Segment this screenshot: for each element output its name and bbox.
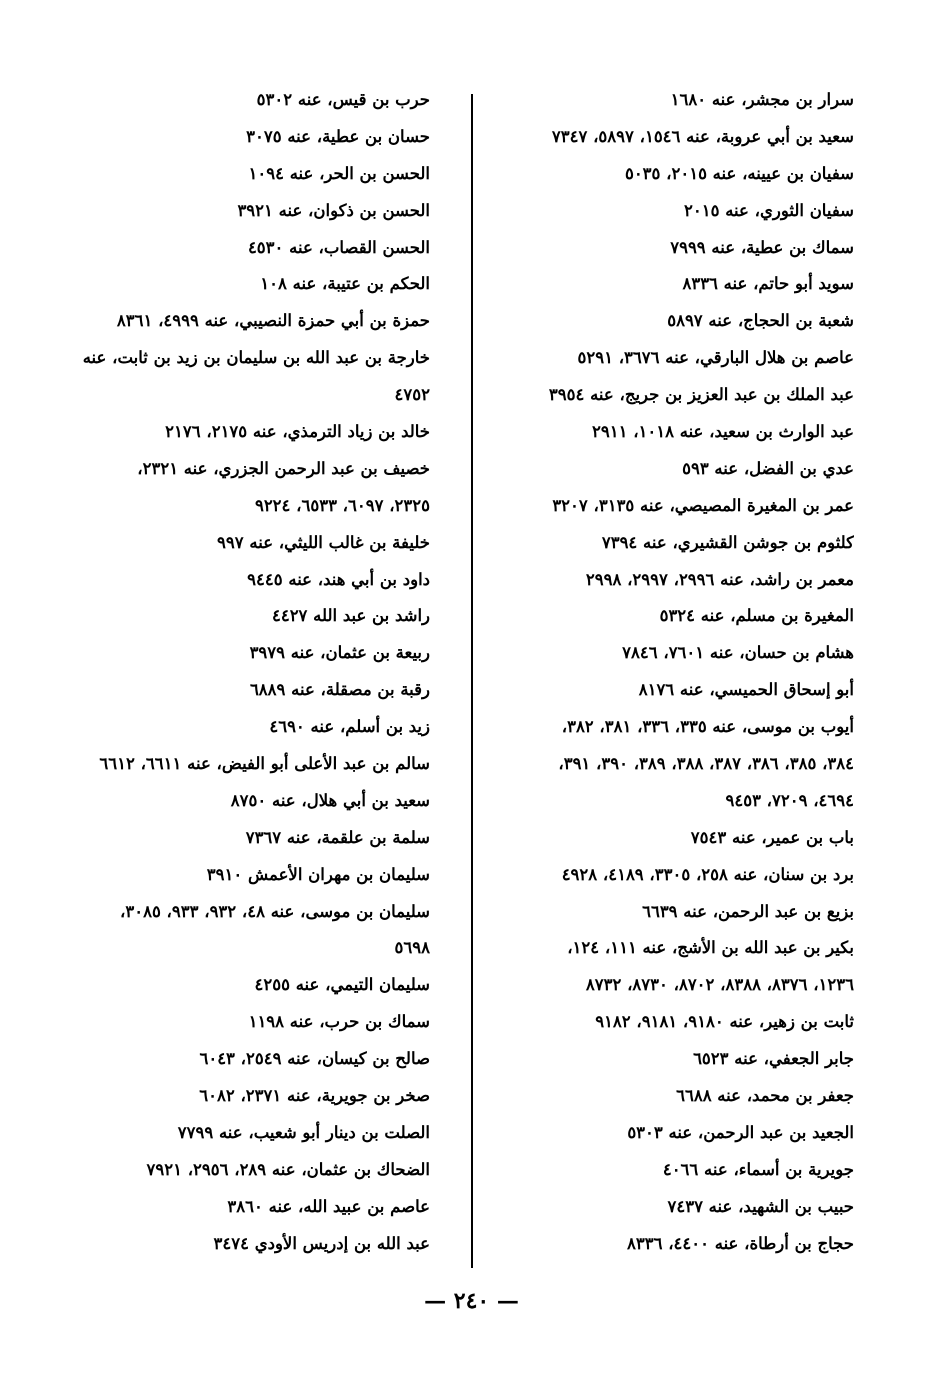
index-entry-line: حرب بن قيس، عنه ٥٣٠٢ xyxy=(256,90,430,109)
index-entry-line: ٤٧٥٢ xyxy=(394,385,430,405)
left-index-column xyxy=(30,82,430,1277)
index-entry-line: برد بن سنان، عنه ٢٥٨، ٣٣٠٥، ٤١٨٩، ٤٩٢٨ xyxy=(561,864,854,884)
index-entry-line: حبيب بن الشهيد، عنه ٧٤٣٧ xyxy=(667,1196,854,1216)
index-entry-line: سليمان بن موسى، عنه ٤٨، ٩٣٢، ٩٣٣، ٣٠٨٥، xyxy=(120,901,430,921)
index-entry-line: صخر بن جويرية، عنه ٢٣٧١، ٦٠٨٢ xyxy=(199,1086,430,1106)
index-entry-line: سماك بن عطية، عنه ٧٩٩٩ xyxy=(670,237,854,257)
index-entry-line: حمزة بن أبي حمزة النصيبي، عنه ٤٩٩٩، ٨٣٦١ xyxy=(116,311,430,331)
index-entry-line: بكير بن عبد الله بن الأشج، عنه ١١١، ١٢٤، xyxy=(567,938,854,958)
index-entry-line: حجاج بن أرطاة، عنه ٤٤٠٠، ٨٣٣٦ xyxy=(627,1233,854,1253)
index-entry-line: ٢٣٢٥، ٦٠٩٧، ٦٥٣٣، ٩٢٢٤ xyxy=(254,495,430,515)
index-entry-line: خالد بن زياد الترمذي، عنه ٢١٧٥، ٢١٧٦ xyxy=(165,422,430,442)
index-entry-line: أبو إسحاق الحميسي، عنه ٨١٧٦ xyxy=(638,680,854,700)
index-entry-line: سفيان الثوري، عنه ٢٠١٥ xyxy=(684,200,854,220)
index-entry-line: الصلت بن دينار أبو شعيب، عنه ٧٧٩٩ xyxy=(177,1122,430,1142)
index-entry-line: سليمان بن مهران الأعمش ٣٩١٠ xyxy=(206,864,430,884)
index-entry-line: خصيف بن عبد الرحمن الجزري، عنه ٢٣٢١، xyxy=(137,458,430,478)
index-entry-line: عبد الله بن إدريس الأودي ٣٤٧٤ xyxy=(213,1233,430,1253)
index-entry-line: سويد أبو حاتم، عنه ٨٣٣٦ xyxy=(682,274,854,294)
index-entry-line: الجعيد بن عبد الرحمن، عنه ٥٣٠٣ xyxy=(627,1122,854,1142)
index-entry-line: رقبة بن مصقلة، عنه ٦٨٨٩ xyxy=(249,680,430,700)
index-entry-line: شعبة بن الحجاج، عنه ٥٨٩٧ xyxy=(667,311,854,331)
index-entry-line: سعيد بن أبي هلال، عنه ٨٧٥٠ xyxy=(230,790,430,810)
index-entry-line: سعيد بن أبي عروبة، عنه ١٥٤٦، ٥٨٩٧، ٧٣٤٧ xyxy=(551,126,854,146)
index-entry-line: باب بن عمير، عنه ٧٥٤٣ xyxy=(690,827,854,847)
index-entry-line: ثابت بن زهير، عنه ٩١٨٠، ٩١٨١، ٩١٨٢ xyxy=(595,1012,854,1032)
index-entry-line: معمر بن راشد، عنه ٢٩٩٦، ٢٩٩٧، ٢٩٩٨ xyxy=(585,569,854,589)
index-entry-line: سلمة بن علقمة، عنه ٧٣٦٧ xyxy=(245,827,430,847)
index-entry-line: سفيان بن عيينه، عنه ٢٠١٥، ٥٠٣٥ xyxy=(624,163,854,183)
index-entry-line: عبد الوارث بن سعيد، عنه ١٠١٨، ٢٩١١ xyxy=(592,422,854,442)
column-divider xyxy=(471,94,473,1268)
index-entry-line: ٥٦٩٨ xyxy=(394,938,430,958)
index-entry-line: سماك بن حرب، عنه ١١٩٨ xyxy=(248,1012,430,1032)
index-entry-line: سالم بن عبد الأعلى أبو الفيض، عنه ٦٦١١، ٦٦١٢ xyxy=(99,754,430,774)
index-entry-line: سليمان التيمي، عنه ٤٢٥٥ xyxy=(254,975,430,995)
index-entry-line: عمر بن المغيرة المصيصي، عنه ٣١٣٥، ٣٢٠٧ xyxy=(552,495,854,515)
index-entry-line: زيد بن أسلم، عنه ٤٦٩٠ xyxy=(269,717,430,737)
index-entry-line: ٣٨٤، ٣٨٥، ٣٨٦، ٣٨٧، ٣٨٨، ٣٨٩، ٣٩٠، ٣٩١، xyxy=(558,754,854,774)
index-entry-line: خليفة بن غالب الليثي، عنه ٩٩٧ xyxy=(217,532,430,552)
index-entry-line: جعفر بن محمد، عنه ٦٦٨٨ xyxy=(676,1086,854,1106)
index-entry-line: عاصم بن هلال البارقي، عنه ٣٦٧٦، ٥٢٩١ xyxy=(577,348,854,368)
index-entry-line: كلثوم بن جوشن القشيري، عنه ٧٣٩٤ xyxy=(601,532,854,552)
index-entry-line: هشام بن حسان، عنه ٧٦٠١، ٧٨٤٦ xyxy=(622,643,854,663)
index-entry-line: حسان بن عطية، عنه ٣٠٧٥ xyxy=(246,126,430,146)
index-entry-line: خارجة بن عبد الله بن سليمان بن زيد بن ثابت، عنه xyxy=(82,348,430,368)
index-entry-line: ١٢٣٦، ٨٣٧٦، ٨٣٨٨، ٨٧٠٢، ٨٧٣٠، ٨٧٣٢ xyxy=(585,975,854,995)
index-entry-line: ٤٦٩٤، ٧٢٠٩، ٩٤٥٣ xyxy=(725,790,854,810)
index-entry-line: عبد الملك بن عبد العزيز بن جريج، عنه ٣٩٥٤ xyxy=(548,385,854,405)
right-index-column xyxy=(490,82,854,1277)
index-entry-line: جابر الجعفي، عنه ٦٥٢٣ xyxy=(693,1049,854,1069)
index-entry-line: عاصم بن عبيد الله، عنه ٣٨٦٠ xyxy=(227,1196,430,1216)
index-entry-line: عدي بن الفضل، عنه ٥٩٣ xyxy=(682,458,854,478)
index-entry-line: صالح بن كيسان، عنه ٢٥٤٩، ٦٠٤٣ xyxy=(199,1049,430,1069)
index-entry-line: راشد بن عبد الله ٤٤٢٧ xyxy=(271,606,430,626)
index-entry-line: أيوب بن موسى، عنه ٣٣٥، ٣٣٦، ٣٨١، ٣٨٢، xyxy=(561,717,854,737)
index-entry-line: الحسن بن الحر، عنه ١٠٩٤ xyxy=(248,163,430,183)
index-entry-line: المغيرة بن مسلم، عنه ٥٣٢٤ xyxy=(659,606,854,626)
index-entry-line: بزيع بن عبد الرحمن، عنه ٦٦٣٩ xyxy=(642,901,854,921)
index-entry-line: ربيعة بن عثمان، عنه ٣٩٧٩ xyxy=(249,643,430,663)
index-entry-line: الحسن بن ذكوان، عنه ٣٩٢١ xyxy=(237,200,430,220)
index-entry-line: الضحاك بن عثمان، عنه ٢٨٩، ٢٩٥٦، ٧٩٢١ xyxy=(146,1159,430,1179)
index-entry-line: داود بن أبي هند، عنه ٩٤٤٥ xyxy=(247,569,430,589)
index-entry-line: الحكم بن عتيبة، عنه ١٠٨ xyxy=(260,274,430,294)
index-entry-line: الحسن القصاب، عنه ٤٥٣٠ xyxy=(247,237,430,257)
index-entry-line: جويرية بن أسماء، عنه ٤٠٦٦ xyxy=(662,1159,854,1179)
page-number: — ٢٤٠ — xyxy=(424,1288,519,1314)
index-entry-line: سرار بن مجشر، عنه ١٦٨٠ xyxy=(670,90,854,109)
